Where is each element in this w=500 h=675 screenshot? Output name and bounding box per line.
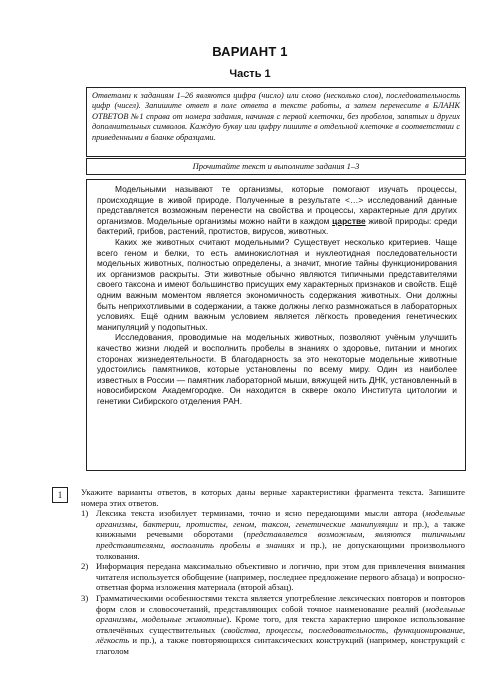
option-text: Информация передана максимально объективно и логично, при этом для привлечения внимания читателя используется обобщение (например, последнее предложение первого абзаца) и вопросно-ответная форма изложения материала (второй абзац).: [96, 561, 465, 593]
part-title: Часть 1: [229, 68, 271, 80]
variant-title: ВАРИАНТ 1: [212, 44, 288, 59]
answer-option-3: [81, 593, 465, 657]
answer-instructions-box: Ответами к заданиям 1–26 являются цифра (число) или слово (несколько слов), последовательность цифр (чисел). Запишите ответ в поле ответа в тексте работы, а затем перенесите в БЛАНК ОТВЕТОВ №1 справа от номера задания, начиная с первой клеточки, без пробелов, запятых и других дополнительных символов. Каждую букву или цифру пишите в отдельной клеточке в соответствии с приведенными в бланке образцами.: [86, 87, 466, 157]
read-instruction-box: Прочитайте текст и выполните задания 1–3: [86, 158, 466, 175]
option-number: 3): [81, 592, 89, 603]
task-1: [81, 487, 465, 657]
passage-paragraph-2: Каких же животных считают модельными? Существует несколько критериев. Чаще всего геном и белки, то есть аминокислотная и нуклеотидная последовательности модельных животных, полностью определены, а значит, многие тайны функционирования их организмов раскрыты. Эти животные обычно являются типичными представителями своего таксона и имеют большинство присущих ему характерных признаков и свойств. Ещё одним важным моментом является экономичность содержания животных. Они должны быть неприхотливыми в содержании, а также должны легко размножаться в лабораторных условиях. Ещё одним важным условием является лёгкость проведения генетических манипуляций у подопытных.: [97, 236, 457, 332]
option-text: Грамматическими особенностями текста является употребление лексических повторов и повторов форм слов и словосочетаний, представляющих собой точное наименование реалий (модельные организмы, модельные животные). Кроме того, для текста характерно широкое использование отвлечённых существительных (свойства, процессы, последовательность, функционирование, лёгкость и пр.), а также повторяющихся синтаксических конструкций (например, конструкций с глаголом: [96, 592, 465, 656]
reading-passage: [86, 179, 466, 471]
passage-paragraph-3: Исследования, проводимые на модельных животных, позволяют учёным улучшить качество жизни людей и восполнить пробелы в знаниях о здоровье, питании и многих сторонах жизнедеятельности. В благодарность за это некоторые модельные животные удостоились памятников, которые установлены по всему миру. Один из наиболее известных в России — памятник лабораторной мыши, вяжущей нить ДНК, установленный в новосибирском Академгородке. Он находится в сквере около Института цитологии и генетики Сибирского отделения РАН.: [97, 332, 457, 406]
task-options: [81, 508, 465, 656]
option-number: 1): [81, 508, 89, 519]
answer-option-1: [81, 508, 465, 561]
answer-option-2: [81, 561, 465, 593]
passage-paragraph-1: Модельными называют те организмы, которые помогают изучать процессы, происходящие в живой природе. Полученные в результате <…> исследований данные представляется возможным перенести на свойства и процессы, характерные для других организмов. Модельные организмы можно найти в каждом царстве живой природы: среди бактерий, грибов, растений, протистов, вирусов, животных.: [97, 184, 458, 237]
option-number: 2): [81, 561, 89, 572]
option-text: Лексика текста изобилует терминами, точно и ясно передающими мысли автора (модельные организмы, бактерии, протисты, геном, таксон, генетические манипуляции и пр.), а также книжными речевыми оборотами (представляется возможным, являются типичными представителями, восполнить пробелы в знаниях и пр.), не допускающими произвольного толкования.: [96, 508, 465, 561]
task-number-box: 1: [52, 487, 68, 503]
underlined-word: царстве: [332, 215, 366, 226]
task-prompt: Укажите варианты ответов, в которых даны верные характеристики фрагмента текста. Запишите номера этих ответов.: [81, 487, 465, 508]
